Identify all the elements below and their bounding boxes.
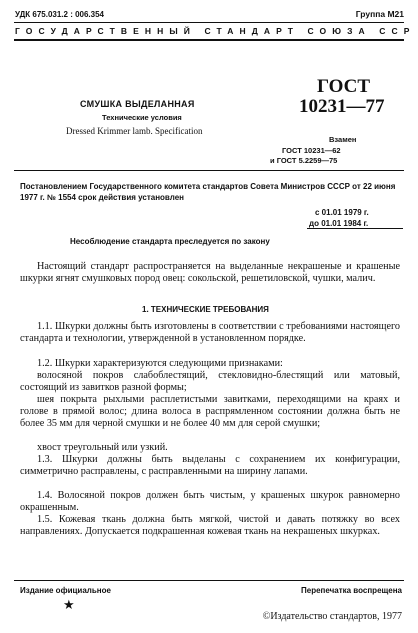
intro-paragraph: Настоящий стандарт распространяется на выделанные некрашеные и крашеные шкурки ягнят смушковых пород овец: сокольской, решетиловской, чушки, малич. [20, 261, 400, 284]
gost-designation [299, 77, 385, 117]
star-icon: ★ [63, 597, 75, 612]
validity-date-to: до 01.01 1984 г. [309, 219, 369, 228]
clause-1-4: 1.4. Волосяной покров должен быть чистым, у крашеных шкурок равномерно окрашенным. [20, 490, 400, 513]
clause-1-2-neck: шея покрыта рыхлыми расплетистыми завитками, переходящими на краях и голове в прямой волос; длина волоса в распрямленном состоянии должна быть не более 35 мм для черной смушки и не более 40 мм для серой смушки; [20, 394, 400, 429]
copyright: ©Издательство стандартов, 1977 [262, 611, 402, 622]
top-rule [14, 22, 404, 23]
replaces-standard-1: ГОСТ 10231—62 [282, 146, 341, 155]
document-title: СМУШКА ВЫДЕЛАННАЯ [80, 99, 195, 109]
clause-1-2-hair: волосяной покров слабоблестящий, стекловидно-блестящий или матовый, состоящий из завитков разной формы; [20, 370, 400, 393]
title-rule [14, 170, 404, 171]
reprint-prohibited: Перепечатка воспрещена [301, 586, 402, 595]
document-subtitle: Технические условия [102, 113, 182, 122]
law-notice: Несоблюдение стандарта преследуется по закону [70, 237, 270, 246]
gost-number: 10231—77 [299, 96, 385, 117]
clause-1-2: 1.2. Шкурки характеризуются следующими признаками: [37, 358, 283, 369]
group-code: Группа М21 [355, 9, 404, 19]
clause-1-5: 1.5. Кожевая ткань должна быть мягкой, чистой и давать потяжку во всех направлениях. Допускается подкрашенная кожевая ткань на некрашеных шкурках. [20, 514, 400, 537]
udk-code: УДК 675.031.2 : 006.354 [15, 10, 104, 19]
clause-1-3: 1.3. Шкурки должны быть выделаны с сохранением их конфигурации, симметрично расправлены, с расправленными на ширину лапами. [20, 454, 400, 477]
section-heading: 1. ТЕХНИЧЕСКИЕ ТРЕБОВАНИЯ [142, 305, 269, 314]
english-title: Dressed Krimmer lamb. Specification [66, 126, 203, 136]
clause-1-1: 1.1. Шкурки должны быть изготовлены в соответствии с требованиями настоящего стандарта и технологии, утвержденной в установленном порядке. [20, 321, 400, 344]
replaces-label: Взамен [329, 135, 357, 144]
clause-1-2-tail: хвост треугольный или узкий. [37, 442, 168, 453]
decree-text: Постановлением Государственного комитета стандартов Совета Министров СССР от 22 июня 1977 г. № 1554 срок действия установлен [20, 182, 396, 202]
validity-date-from: с 01.01 1979 г. [315, 208, 369, 217]
gost-label: ГОСТ [317, 76, 371, 97]
official-edition: Издание официальное [20, 586, 111, 595]
validity-rule [307, 228, 403, 229]
state-standard-banner: ГОСУДАРСТВЕННЫЙ СТАНДАРТ СОЮЗА ССР [15, 26, 416, 36]
banner-rule [14, 39, 404, 41]
footer-rule [14, 580, 404, 581]
replaces-standard-2: и ГОСТ 5.2259—75 [270, 156, 338, 165]
